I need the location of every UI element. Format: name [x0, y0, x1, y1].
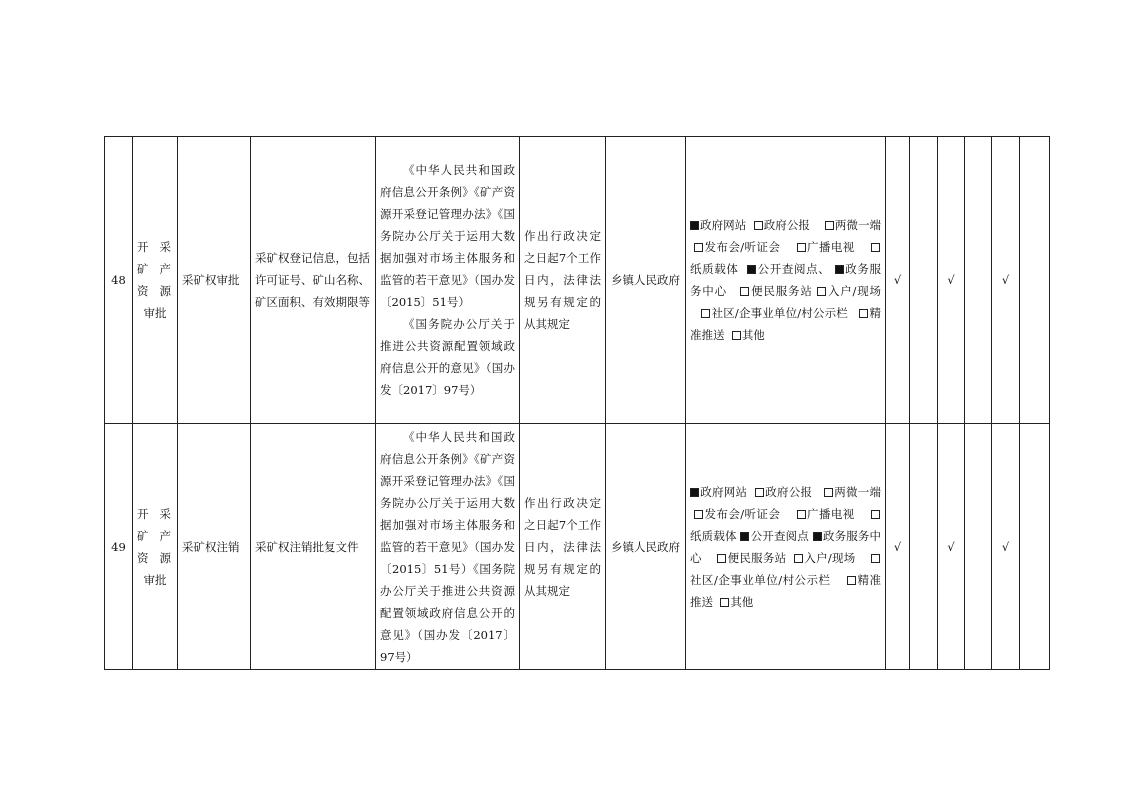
row-number: 48 [105, 137, 133, 424]
checkbox-empty-icon [871, 243, 880, 252]
check-mark [1020, 424, 1050, 670]
checkbox-empty-icon [797, 243, 806, 252]
basis-text: 《中华人民共和国政府信息公开条例》《矿产资源开采登记管理办法》《国务院办公厅关于运用大数据加强对市场主体服务和监管的若干意见》（国办发〔2015〕51号） [380, 163, 515, 309]
disclosure-table [104, 136, 1050, 670]
channel-option: 入户/现场 [817, 284, 881, 298]
row-number: 49 [105, 424, 133, 670]
checkbox-empty-icon [847, 576, 856, 585]
check-mark: √ [938, 137, 965, 424]
channel-option: 纸质载体 [690, 240, 881, 276]
channel-option: 广播电视 [784, 507, 854, 521]
channel-option: 精准推送 [690, 572, 882, 609]
channel-option: 政府公报 [751, 485, 812, 499]
check-mark: √ [992, 137, 1020, 424]
checkbox-empty-icon [794, 554, 803, 563]
disclosure-channels [686, 424, 886, 670]
channel-option: 公开查阅点、 [743, 262, 831, 276]
channel-option: 发布会/听证会 [690, 507, 780, 521]
channel-option: 便民服务站 [731, 284, 812, 298]
disclosure-time: 作出行政决定之日起7个工作日内，法律法规另有规定的从其规定 [520, 424, 606, 670]
check-mark: √ [938, 424, 965, 670]
checkbox-empty-icon [825, 221, 834, 230]
channel-option: 社区/企事业单位/村公示栏 [690, 551, 881, 587]
checkbox-filled-icon [690, 221, 699, 230]
basis-text-2: 《国务院办公厅关于推进公共资源配置领域政府信息公开的意见》（国办发〔2017〕97号） [380, 317, 515, 397]
check-mark [910, 424, 938, 670]
category-line: 矿 产 [137, 262, 173, 276]
checkbox-empty-icon [871, 510, 880, 519]
checkbox-empty-icon [817, 287, 826, 296]
disclosure-basis [376, 424, 520, 670]
channel-option: 广播电视 [784, 240, 854, 254]
channel-option: 两微一端 [816, 485, 881, 499]
checkbox-filled-icon [835, 265, 844, 274]
checkbox-filled-icon [813, 532, 822, 541]
channel-option: 便民服务站 [706, 551, 787, 565]
category-line: 开 采 [137, 506, 173, 521]
table-row [105, 424, 1050, 670]
disclosure-time: 作出行政决定之日起7个工作日内，法律法规另有规定的从其规定 [520, 137, 606, 424]
checkbox-empty-icon [754, 221, 763, 230]
channel-option: 政务服务中心 [690, 262, 882, 298]
category-cell [133, 424, 178, 670]
checkbox-empty-icon [755, 488, 764, 497]
disclosure-basis [376, 137, 520, 424]
checkbox-empty-icon [717, 554, 726, 563]
check-mark: √ [886, 424, 910, 670]
checkbox-empty-icon [740, 287, 749, 296]
channel-option: 公开查阅点 [740, 529, 808, 543]
disclosure-content: 采矿权登记信息，包括许可证号、矿山名称、矿区面积、有效期限等 [251, 137, 376, 424]
item-name: 采矿权审批 [178, 137, 251, 424]
checkbox-empty-icon [797, 510, 806, 519]
checkbox-empty-icon [720, 598, 729, 607]
check-mark: √ [886, 137, 910, 424]
disclosure-subject: 乡镇人民政府 [606, 137, 686, 424]
channel-option: 其他 [728, 328, 765, 342]
category-line: 开 采 [137, 240, 173, 254]
channel-option: 政府公报 [750, 218, 810, 232]
checkbox-empty-icon [871, 554, 880, 563]
checkbox-empty-icon [694, 243, 703, 252]
channel-option: 纸质载体 [690, 507, 881, 543]
channel-option: 政府网站 [690, 485, 747, 499]
channel-option: 入户/现场 [790, 551, 855, 565]
check-mark: √ [992, 424, 1020, 670]
category-line: 审批 [143, 306, 167, 320]
checkbox-empty-icon [694, 510, 703, 519]
category-cell [133, 137, 178, 424]
channel-option: 其他 [717, 595, 754, 609]
channel-option: 政务服务中心 [690, 528, 882, 565]
channel-option: 政府网站 [690, 218, 746, 232]
disclosure-subject: 乡镇人民政府 [606, 424, 686, 670]
channel-option: 两微一端 [814, 218, 881, 232]
item-name: 采矿权注销 [178, 424, 251, 670]
checkbox-empty-icon [859, 309, 868, 318]
category-line: 资 源 [137, 284, 173, 298]
check-mark [1020, 137, 1050, 424]
category-line: 审批 [143, 572, 167, 587]
channel-option: 社区/企事业单位/村公示栏 [690, 306, 848, 320]
category-line: 资 源 [137, 550, 173, 565]
checkbox-empty-icon [824, 488, 833, 497]
checkbox-filled-icon [690, 488, 699, 497]
checkbox-empty-icon [701, 309, 710, 318]
disclosure-content: 采矿权注销批复文件 [251, 424, 376, 670]
check-mark [965, 137, 992, 424]
check-mark [910, 137, 938, 424]
checkbox-empty-icon [732, 331, 741, 340]
checkbox-filled-icon [740, 532, 749, 541]
channel-option: 发布会/听证会 [690, 240, 780, 254]
category-line: 矿 产 [137, 528, 173, 543]
basis-text: 《中华人民共和国政府信息公开条例》《矿产资源开采登记管理办法》《国务院办公厅关于运用大数据加强对市场主体服务和监管的若干意见》（国办发〔2015〕51号）《国务院办公厅关于推进公共资源配置领域政府信息公开的意见》（国办发〔2017〕97号） [380, 429, 515, 664]
checkbox-filled-icon [747, 265, 756, 274]
table-row [105, 137, 1050, 424]
check-mark [965, 424, 992, 670]
disclosure-channels [686, 137, 886, 424]
channel-option: 精准推送 [690, 306, 882, 342]
